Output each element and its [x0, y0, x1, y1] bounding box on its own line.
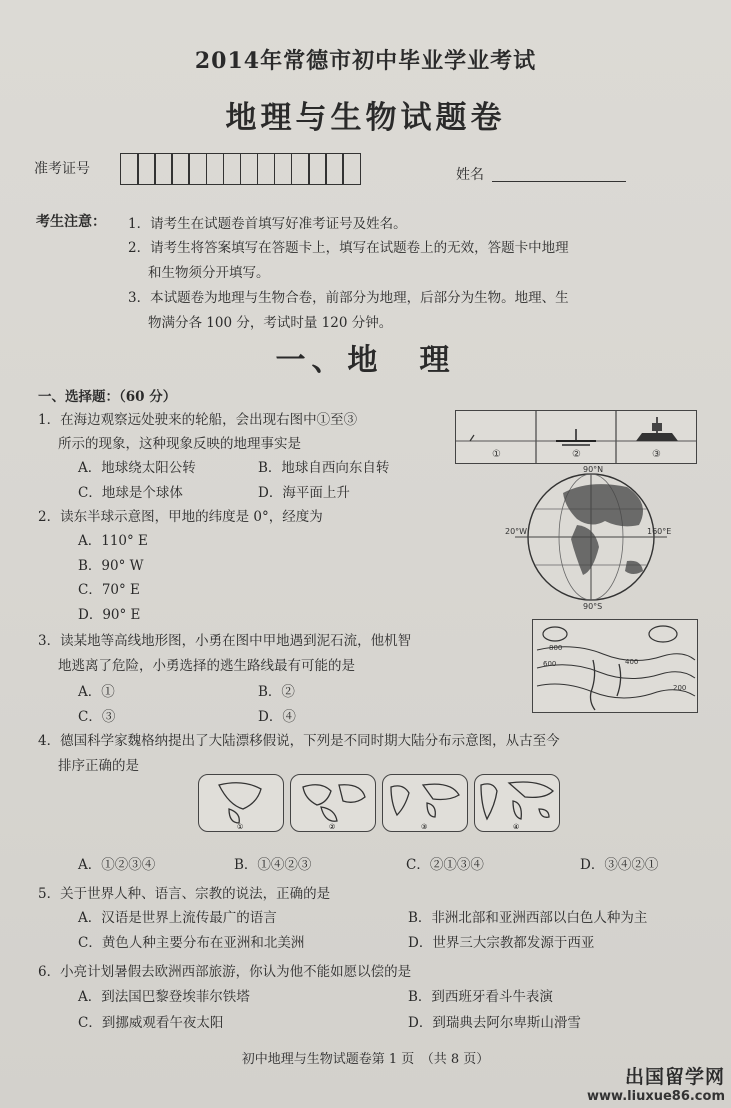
q6-option-d[interactable]: D．到瑞典去阿尔卑斯山滑雪: [408, 1015, 581, 1031]
exam-id-box[interactable]: [206, 153, 225, 185]
q1-option-a[interactable]: A．地球绕太阳公转: [78, 460, 196, 476]
q3-stem-cont: 地逃离了危险，小勇选择的逃生路线最有可能的是: [58, 658, 355, 674]
ship-fig-label-2: ②: [572, 449, 581, 460]
q3-option-a[interactable]: A．①: [78, 684, 115, 700]
continent-map-1: [198, 774, 284, 832]
continent-map-1-label: ①: [237, 823, 244, 831]
notice-item: 2．请考生将答案填写在答题卡上，填写在试题卷上的无效，答题卡中地理: [128, 240, 569, 256]
q5-stem: 5．关于世界人种、语言、宗教的说法，正确的是: [38, 886, 331, 902]
notice-item: 和生物须分开填写。: [148, 265, 270, 281]
q5-option-b[interactable]: B．非洲北部和亚洲西部以白色人种为主: [408, 910, 648, 926]
exam-title: 2014年常德市初中毕业学业考试: [194, 48, 537, 74]
exam-id-box[interactable]: [291, 153, 310, 185]
site-watermark: [587, 1062, 725, 1104]
q5-option-a[interactable]: A．汉语是世界上流传最广的语言: [78, 910, 277, 926]
q4-option-d[interactable]: D．③④②①: [580, 857, 659, 873]
exam-id-box[interactable]: [223, 153, 242, 185]
q1-stem-cont: 所示的现象，这种现象反映的地理事实是: [58, 436, 301, 452]
continent-map-3-label: ③: [421, 823, 428, 831]
hemisphere-label-south: 90°S: [583, 602, 603, 610]
q1-option-d[interactable]: D．海平面上升: [258, 485, 350, 501]
q4-option-c[interactable]: C．②①③④: [406, 857, 484, 873]
q2-option-a[interactable]: A．110° E: [78, 533, 148, 549]
q4-stem-cont: 排序正确的是: [58, 758, 139, 774]
page-footer: 初中地理与生物试题卷第 1 页 （共 8 页）: [241, 1052, 490, 1067]
contour-label-200: 200: [673, 684, 687, 692]
q2-hemisphere-figure: [505, 465, 677, 610]
hemisphere-label-west: 20°W: [505, 527, 528, 536]
name-field[interactable]: [492, 181, 626, 182]
notice-item: 3．本试题卷为地理与生物合卷，前部分为地理，后部分为生物。地理、生: [128, 290, 569, 306]
q4-stem: 4．德国科学家魏格纳提出了大陆漂移假说，下列是不同时期大陆分布示意图，从古至今: [38, 733, 560, 749]
q4-continent-maps: [198, 774, 560, 832]
contour-label-800: 800: [549, 644, 563, 652]
continent-map-4: [474, 774, 560, 832]
watermark-url: www.liuxue86.com: [587, 1089, 725, 1104]
exam-id-box[interactable]: [240, 153, 259, 185]
name-label: 姓名: [456, 167, 484, 183]
continent-map-3: [382, 774, 468, 832]
q2-option-b[interactable]: B．90° W: [78, 558, 144, 574]
q6-option-c[interactable]: C．到挪威观看午夜太阳: [78, 1015, 224, 1031]
q3-stem: 3．读某地等高线地形图，小勇在图中甲地遇到泥石流，他机智: [38, 633, 412, 649]
exam-id-box[interactable]: [342, 153, 361, 185]
q6-option-b[interactable]: B．到西班牙看斗牛表演: [408, 989, 553, 1005]
q3-option-b[interactable]: B．②: [258, 684, 295, 700]
q5-option-d[interactable]: D．世界三大宗教都发源于西亚: [408, 935, 595, 951]
section-title: 一、地 理: [275, 343, 456, 378]
continent-map-4-label: ④: [513, 823, 520, 831]
continent-map-2-label: ②: [329, 823, 336, 831]
q1-option-c[interactable]: C．地球是个球体: [78, 485, 183, 501]
q3-option-d[interactable]: D．④: [258, 709, 296, 725]
q1-option-b[interactable]: B．地球自西向东自转: [258, 460, 390, 476]
q3-option-c[interactable]: C．③: [78, 709, 116, 725]
q2-option-d[interactable]: D．90° E: [78, 607, 141, 623]
hemisphere-label-north: 90°N: [583, 465, 604, 474]
exam-id-box[interactable]: [188, 153, 207, 185]
ship-figure-svg: [456, 411, 696, 463]
contour-label-400: 400: [625, 658, 639, 666]
q4-option-a[interactable]: A．①②③④: [78, 857, 156, 873]
exam-id-box[interactable]: [171, 153, 190, 185]
q1-ship-figure: [455, 410, 697, 464]
exam-id-box[interactable]: [137, 153, 156, 185]
q4-option-b[interactable]: B．①④②③: [234, 857, 312, 873]
exam-id-box[interactable]: [257, 153, 276, 185]
notice-item: 1．请考生在试题卷首填写好准考证号及姓名。: [128, 216, 407, 232]
exam-id-label: 准考证号: [34, 161, 90, 177]
notice-item: 物满分各 100 分，考试时量 120 分钟。: [148, 315, 393, 331]
ship-fig-label-1: ①: [492, 449, 501, 460]
q5-option-c[interactable]: C．黄色人种主要分布在亚洲和北美洲: [78, 935, 305, 951]
q1-stem: 1．在海边观察远处驶来的轮船，会出现右图中①至③: [38, 412, 358, 428]
hemisphere-label-east: 160°E: [647, 527, 672, 536]
exam-id-box[interactable]: [325, 153, 344, 185]
contour-figure-svg: [533, 620, 697, 712]
continent-map-2: [290, 774, 376, 832]
exam-id-box[interactable]: [120, 153, 139, 185]
exam-id-box[interactable]: [308, 153, 327, 185]
exam-id-box[interactable]: [274, 153, 293, 185]
q6-option-a[interactable]: A．到法国巴黎登埃菲尔铁塔: [78, 989, 250, 1005]
notice-label: 考生注意：: [36, 214, 106, 230]
q2-option-c[interactable]: C．70° E: [78, 582, 140, 598]
exam-subtitle: 地理与生物试题卷: [225, 100, 506, 136]
ship-fig-label-3: ③: [652, 449, 661, 460]
q3-contour-figure: [532, 619, 698, 713]
q6-stem: 6．小亮计划暑假去欧洲西部旅游，你认为他不能如愿以偿的是: [38, 964, 412, 980]
exam-id-box[interactable]: [154, 153, 173, 185]
watermark-title: 出国留学网: [624, 1066, 725, 1088]
q2-stem: 2．读东半球示意图，甲地的纬度是 0°，经度为: [38, 509, 323, 525]
exam-id-boxes[interactable]: [120, 153, 360, 185]
contour-label-600: 600: [543, 660, 557, 668]
part-label: 一、选择题：（60 分）: [38, 389, 177, 405]
